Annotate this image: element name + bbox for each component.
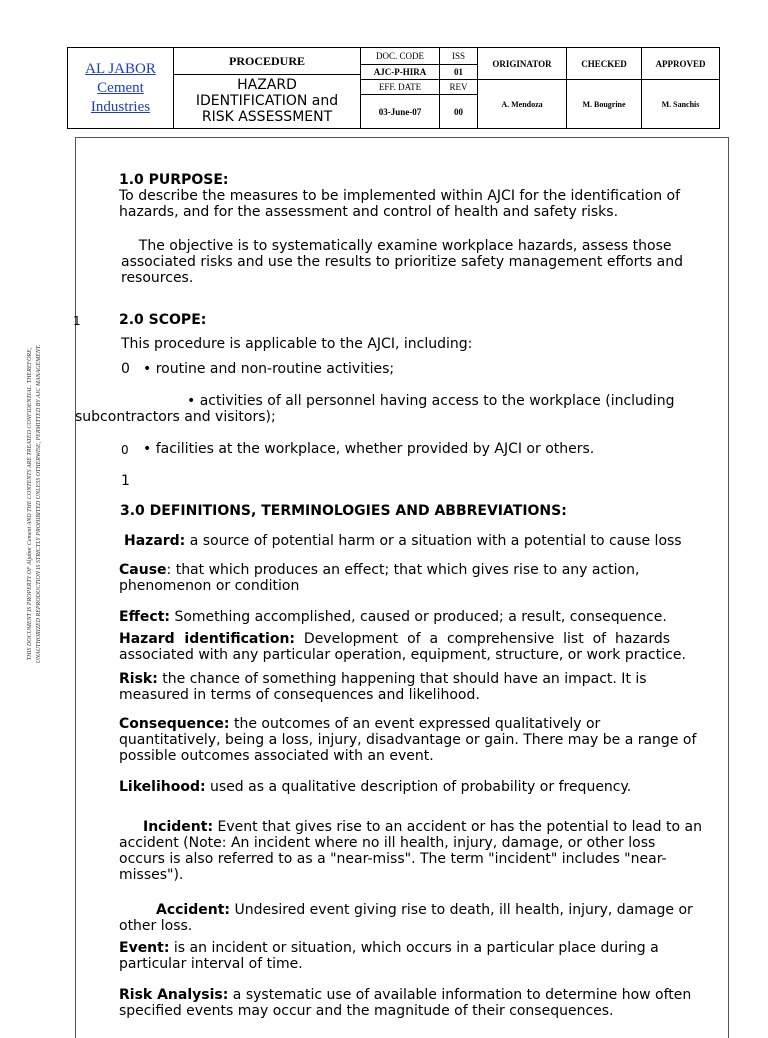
rev-label: REV bbox=[440, 80, 478, 95]
def-effect: Effect: Something accomplished, caused or produced; a result, consequence. bbox=[119, 609, 667, 625]
def-incident-cont: accident (Note: An incident where no ill health, injury, damage, or other loss occurs is also referred to as a "near-miss". The term "incident" includes "near- misses"). bbox=[119, 835, 667, 883]
doc-code: AJC-P-HIRA bbox=[361, 65, 440, 80]
scope-bullet-3-marker: 0 bbox=[121, 443, 129, 457]
approved-label: APPROVED bbox=[642, 48, 720, 80]
scope-bullet-2: • activities of all personnel having access to the workplace (including bbox=[187, 393, 675, 409]
def-accident-cont: other loss. bbox=[119, 918, 193, 934]
def-hazard: Hazard: a source of potential harm or a situation with a potential to cause loss bbox=[124, 533, 682, 549]
scope-end-marker: 1 bbox=[121, 473, 130, 489]
scope-bullet-1: • routine and non-routine activities; bbox=[143, 361, 395, 377]
company-link[interactable]: AL JABOR Cement Industries bbox=[85, 60, 156, 115]
iss-value: 01 bbox=[440, 65, 478, 80]
confidentiality-note: THIS DOCUMENT IS PROPERTY OF Aljabor Cement AND THE CONTENTS ARE TREATED CONFIDENTIAL. THEREFORE, UNAUTHORIZED REPRODUCTION IS STRICTLY PROHIBITED UNLESS OTHERWISE, PERMITTED BY AJC MANAGEMENT. bbox=[27, 344, 42, 664]
eff-date: 03-June-07 bbox=[361, 95, 440, 129]
def-accident: Accident: Undesired event giving rise to death, ill health, injury, damage or bbox=[156, 902, 693, 918]
checked-label: CHECKED bbox=[567, 48, 642, 80]
rev-value: 00 bbox=[440, 95, 478, 129]
def-incident: Incident: Event that gives rise to an accident or has the potential to lead to an bbox=[143, 819, 702, 835]
doc-code-label: DOC. CODE bbox=[361, 48, 440, 65]
purpose-text: To describe the measures to be implemented within AJCI for the identification of hazards, and for the assessment and control of health and safety risks. bbox=[119, 188, 681, 220]
scope-bullet-3: • facilities at the workplace, whether provided by AJCI or others. bbox=[143, 441, 595, 457]
def-event: Event: is an incident or situation, which occurs in a particular place during a particular interval of time. bbox=[119, 940, 659, 972]
scope-bullet-1-marker: 0 bbox=[121, 361, 130, 377]
document-header-table bbox=[67, 47, 720, 129]
procedure-label: PROCEDURE bbox=[174, 49, 360, 75]
originator-label: ORIGINATOR bbox=[478, 48, 567, 80]
def-cause: Cause: that which produces an effect; that which gives rise to any action, phenomenon or condition bbox=[119, 562, 640, 594]
def-likelihood: Likelihood: used as a qualitative description of probability or frequency. bbox=[119, 779, 632, 795]
originator-name: A. Mendoza bbox=[478, 80, 567, 129]
def-consequence: Consequence: the outcomes of an event expressed qualitatively or quantitatively, being a loss, injury, disadvantage or gain. There may be a range of possible outcomes associated with an event. bbox=[119, 716, 697, 764]
approved-name: M. Sanchis bbox=[642, 80, 720, 129]
iss-label: ISS bbox=[440, 48, 478, 65]
definitions-heading: 3.0 DEFINITIONS, TERMINOLOGIES AND ABBREVIATIONS: bbox=[120, 503, 567, 519]
company-name[interactable] bbox=[68, 48, 174, 129]
procedure-title: HAZARD IDENTIFICATION and RISK ASSESSMENT bbox=[195, 77, 339, 125]
checked-name: M. Bougrine bbox=[567, 80, 642, 129]
def-risk: Risk: the chance of something happening that should have an impact. It is measured in terms of consequences and likelihood. bbox=[119, 671, 647, 703]
purpose-heading: 1.0 PURPOSE: bbox=[119, 172, 229, 188]
objective-text: The objective is to systematically examine workplace hazards, assess those associated risks and use the results to prioritize safety management efforts and resources. bbox=[121, 238, 683, 286]
scope-intro: This procedure is applicable to the AJCI, including: bbox=[121, 336, 473, 352]
def-risk-analysis: Risk Analysis: a systematic use of available information to determine how often specified events may occur and the magnitude of their consequences. bbox=[119, 987, 692, 1019]
scope-marker: 1 bbox=[73, 314, 81, 328]
eff-date-label: EFF. DATE bbox=[361, 80, 440, 95]
scope-bullet-2-cont: subcontractors and visitors); bbox=[75, 409, 276, 425]
procedure-cell bbox=[174, 48, 361, 129]
scope-heading: 2.0 SCOPE: bbox=[119, 312, 207, 328]
def-hazard-identification: Hazard identification: Development of a comprehensive list of hazards associated with any particular operation, equipment, structure, or work practice. bbox=[119, 631, 686, 663]
